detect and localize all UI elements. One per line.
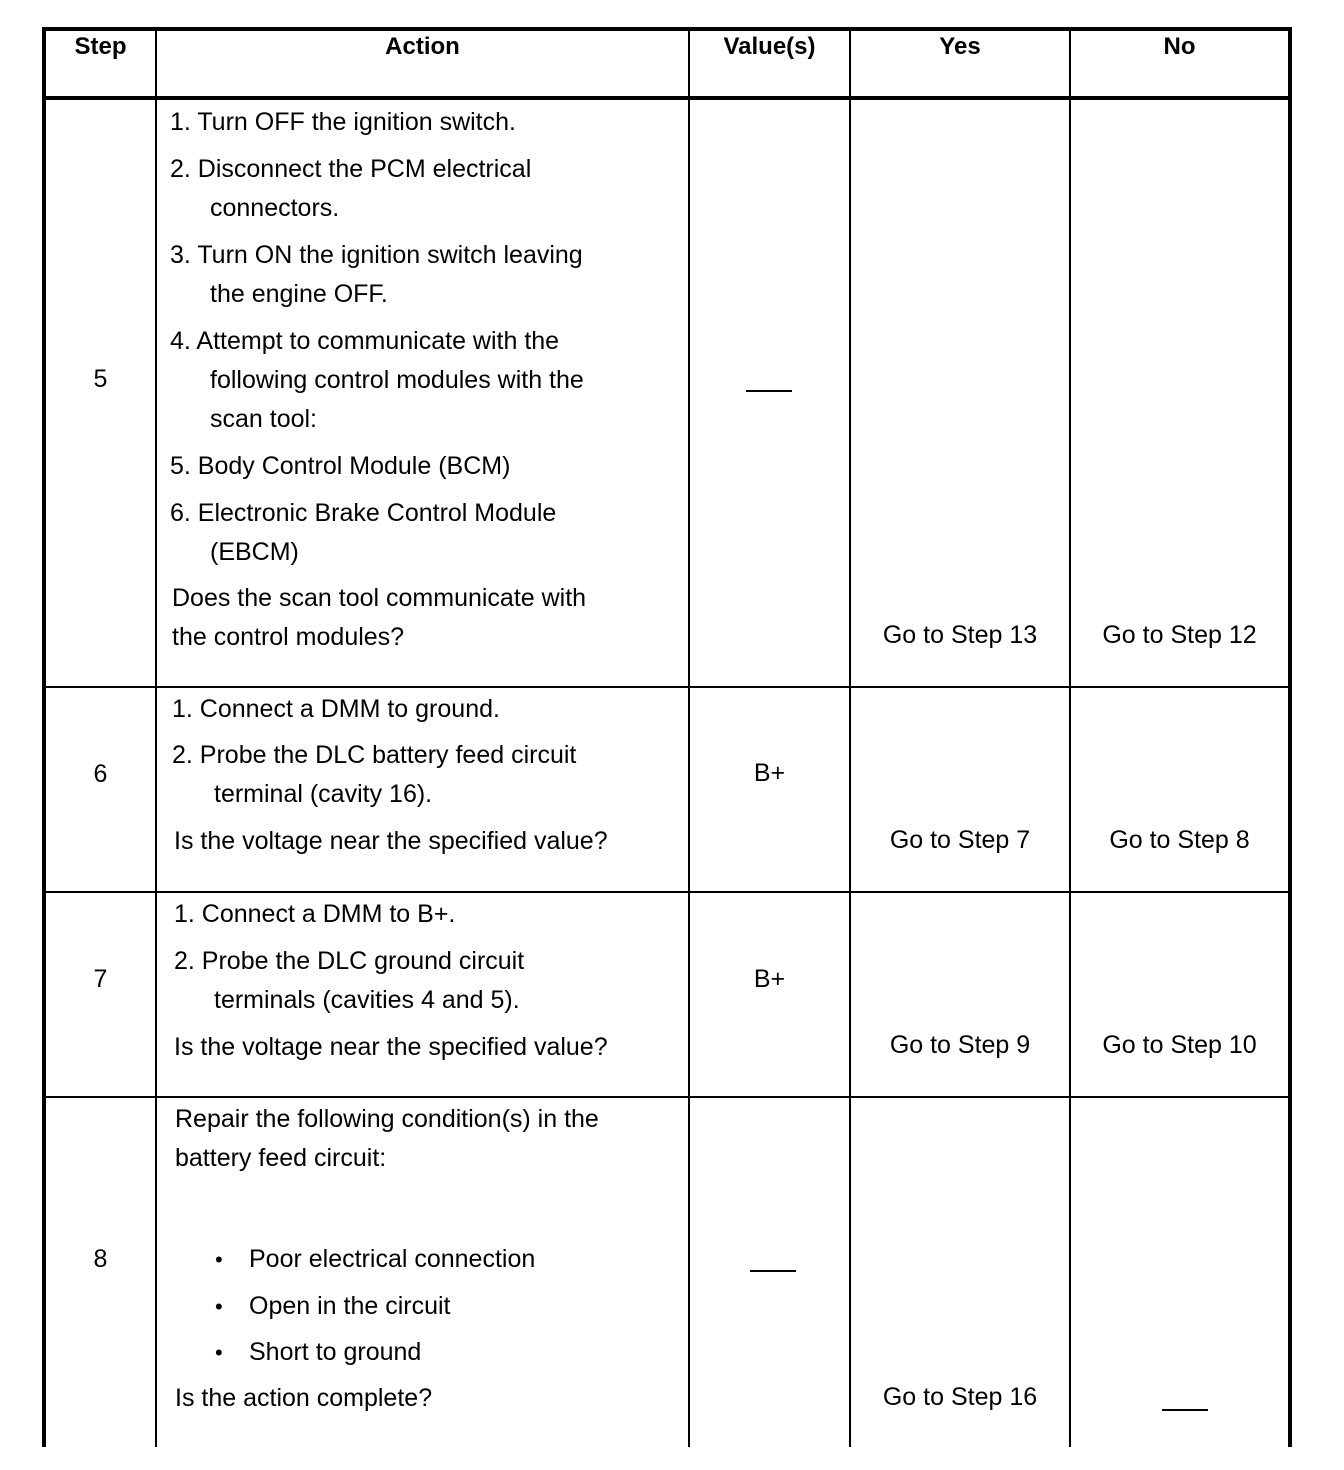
column-divider	[1069, 27, 1071, 1447]
column-divider	[849, 27, 851, 1447]
action-line: 6. Electronic Brake Control Module	[170, 499, 557, 527]
header-yes: Yes	[939, 33, 981, 60]
table-right-border	[1288, 27, 1292, 1447]
no-result: Go to Step 12	[1102, 621, 1257, 649]
action-line: the engine OFF.	[210, 280, 388, 308]
bullet-icon: •	[215, 1340, 223, 1365]
step-number: 8	[93, 1245, 108, 1273]
empty-no-dash	[1162, 1409, 1208, 1411]
action-bullet-item: Short to ground	[249, 1338, 422, 1366]
action-line: 1. Connect a DMM to ground.	[172, 695, 500, 723]
empty-value-dash	[750, 1270, 796, 1272]
header-bottom-border	[42, 96, 1292, 100]
table-top-border	[42, 27, 1292, 31]
bullet-icon: •	[215, 1294, 223, 1319]
action-line: Is the voltage near the specified value?	[174, 1033, 608, 1061]
action-line: Does the scan tool communicate with	[172, 584, 587, 612]
action-line: following control modules with the	[210, 366, 584, 394]
yes-result: Go to Step 13	[882, 621, 1038, 649]
header-no: No	[1163, 33, 1196, 60]
action-line: 5. Body Control Module (BCM)	[170, 452, 511, 480]
action-line: 2. Probe the DLC battery feed circuit	[172, 741, 577, 769]
no-result: Go to Step 10	[1102, 1031, 1257, 1059]
action-line: 2. Probe the DLC ground circuit	[174, 947, 525, 975]
action-line: 3. Turn ON the ignition switch leaving	[170, 241, 583, 269]
action-line: the control modules?	[172, 623, 405, 651]
action-bullet-item: Open in the circuit	[249, 1292, 451, 1320]
header-action: Action	[385, 33, 460, 60]
diagnostic-table	[42, 27, 1292, 1447]
step-number: 7	[93, 965, 108, 993]
header-values: Value(s)	[723, 33, 816, 60]
yes-result: Go to Step 9	[889, 1031, 1031, 1059]
empty-value-dash	[746, 390, 792, 392]
action-line: battery feed circuit:	[175, 1144, 387, 1172]
row-divider	[42, 891, 1292, 893]
step-number: 5	[93, 365, 108, 393]
column-divider	[155, 27, 157, 1447]
table-left-border	[42, 27, 46, 1447]
no-result: Go to Step 8	[1109, 826, 1250, 854]
header-step: Step	[74, 33, 127, 60]
value: B+	[753, 965, 786, 993]
action-line: 1. Connect a DMM to B+.	[174, 900, 456, 928]
action-line: 4. Attempt to communicate with the	[170, 327, 560, 355]
value: B+	[753, 759, 786, 787]
yes-result: Go to Step 7	[889, 826, 1031, 854]
column-divider	[688, 27, 690, 1447]
action-line: Repair the following condition(s) in the	[175, 1105, 599, 1133]
action-bullet-item: Poor electrical connection	[249, 1245, 536, 1273]
action-line: scan tool:	[210, 405, 318, 433]
action-line: connectors.	[210, 194, 340, 222]
row-divider	[42, 686, 1292, 688]
bullet-icon: •	[215, 1247, 223, 1272]
action-line: Is the voltage near the specified value?	[174, 827, 608, 855]
action-line: Is the action complete?	[175, 1384, 433, 1412]
step-number: 6	[93, 760, 108, 788]
action-line: 1. Turn OFF the ignition switch.	[170, 108, 516, 136]
action-line: (EBCM)	[210, 538, 299, 566]
row-divider	[42, 1096, 1292, 1098]
yes-result: Go to Step 16	[882, 1383, 1038, 1411]
action-line: terminal (cavity 16).	[214, 780, 433, 808]
action-line: terminals (cavities 4 and 5).	[214, 986, 520, 1014]
action-line: 2. Disconnect the PCM electrical	[170, 155, 532, 183]
